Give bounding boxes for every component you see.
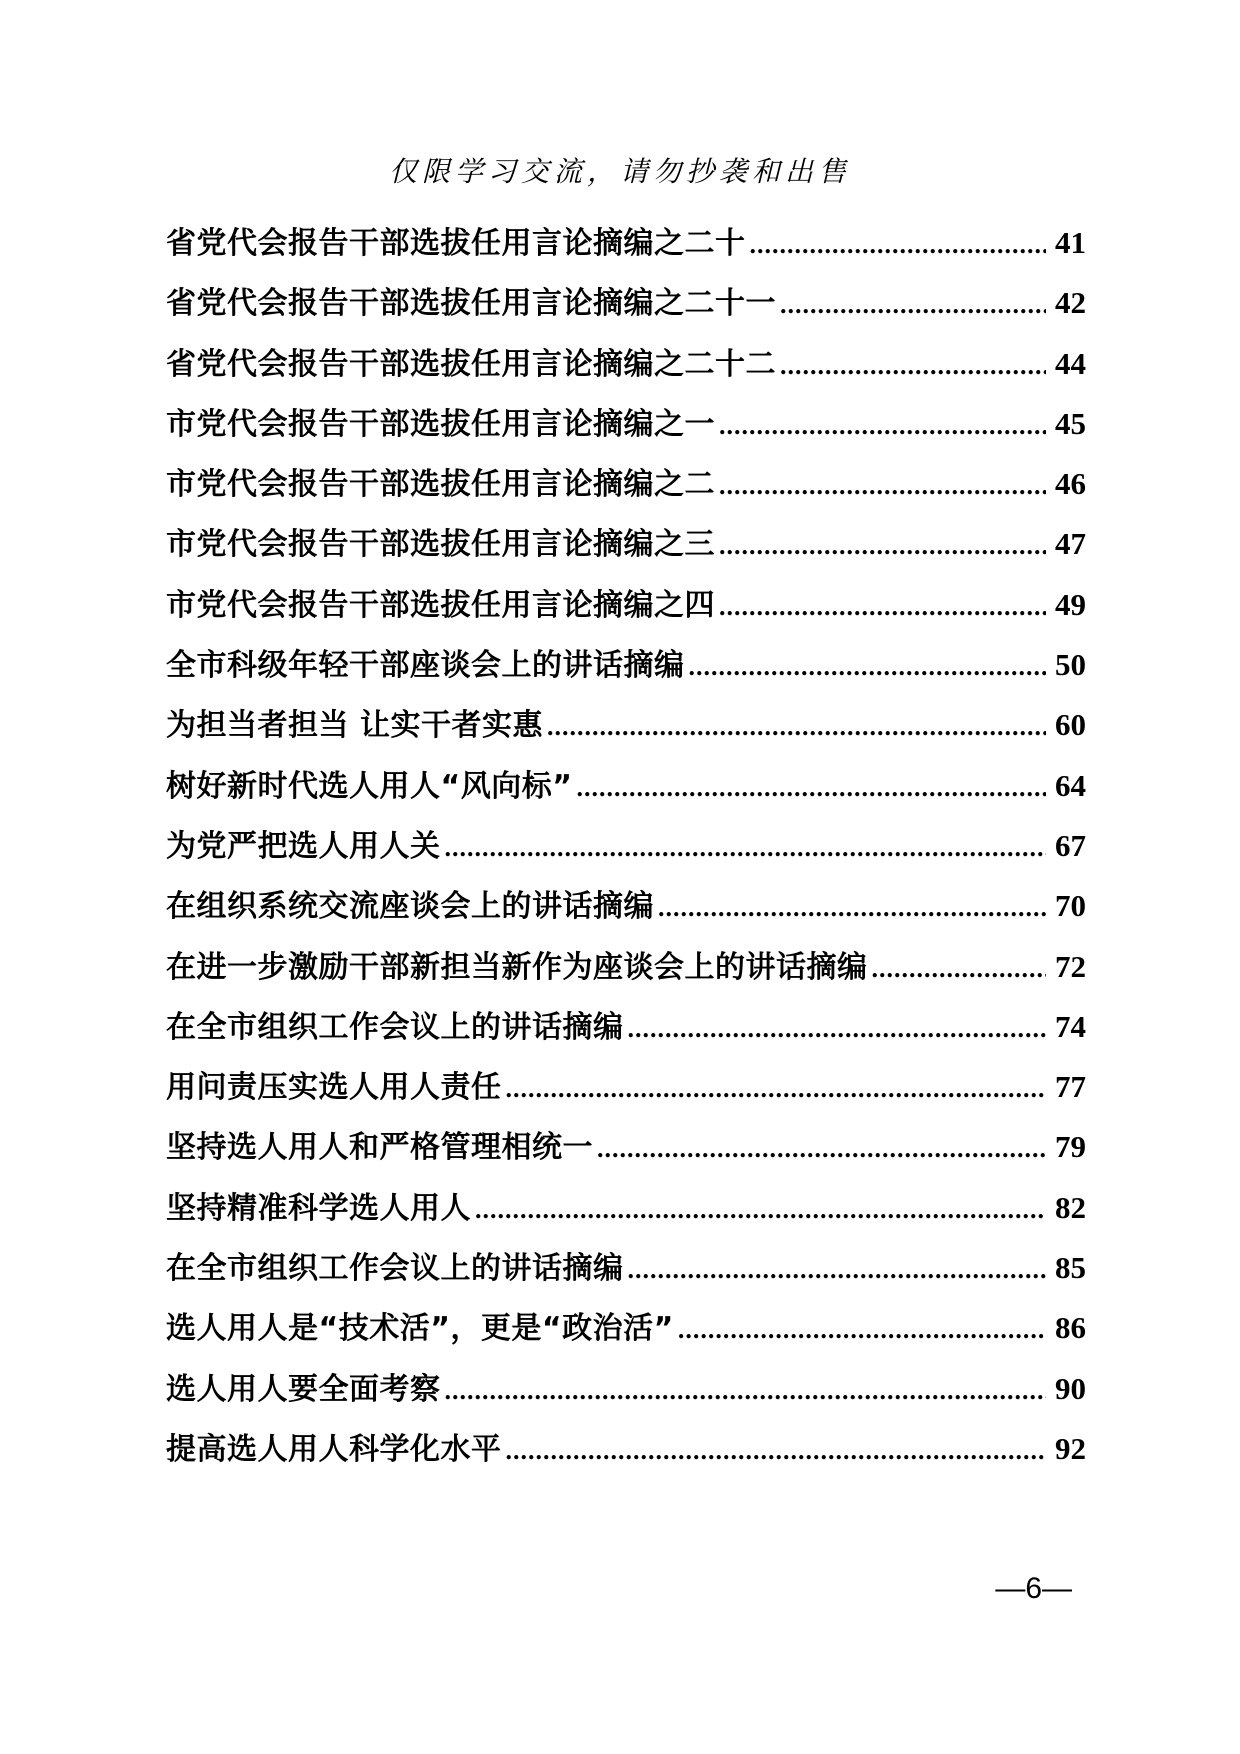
toc-entry-page: 47 (1055, 526, 1086, 562)
toc-entry[interactable] (166, 1002, 1086, 1062)
toc-entry-page: 42 (1055, 285, 1086, 321)
toc-dot-leader (689, 652, 1047, 682)
toc-dot-leader (719, 531, 1046, 561)
toc-entry[interactable] (166, 218, 1086, 278)
toc-entry[interactable] (166, 700, 1086, 760)
toc-entry-page: 82 (1055, 1189, 1086, 1225)
toc-entry-title: 选人用人是“技术活”，更是“政治活” (166, 1311, 674, 1347)
toc-entry[interactable] (166, 580, 1086, 640)
toc-entry-title: 坚持选人用人和严格管理相统一 (166, 1130, 593, 1166)
toc-dot-leader (445, 833, 1047, 863)
toc-dot-leader (780, 290, 1046, 320)
toc-entry-title: 省党代会报告干部选拔任用言论摘编之二十 (166, 226, 746, 261)
toc-entry-page: 49 (1055, 586, 1086, 622)
toc-entry-title: 在组织系统交流座谈会上的讲话摘编 (166, 889, 654, 925)
toc-entry-title: 为党严把选人用人关 (166, 828, 441, 864)
toc-dot-leader (506, 1436, 1047, 1466)
toc-entry-page: 79 (1055, 1129, 1086, 1165)
toc-entry[interactable] (166, 640, 1086, 700)
toc-dot-leader (719, 411, 1046, 441)
toc-entry-title: 为担当者担当 让实干者实惠 (166, 708, 543, 744)
toc-entry-page: 74 (1055, 1008, 1086, 1044)
toc-entry-title: 在全市组织工作会议上的讲话摘编 (166, 1251, 624, 1287)
toc-entry-title: 提高选人用人科学化水平 (166, 1431, 502, 1467)
toc-entry-page: 70 (1055, 888, 1086, 924)
toc-entry-page: 64 (1055, 767, 1086, 803)
toc-entry[interactable] (166, 1122, 1086, 1182)
toc-entry-title: 市党代会报告干部选拔任用言论摘编之二 (166, 467, 715, 503)
toc-entry-page: 41 (1055, 225, 1086, 260)
toc-entry-page: 44 (1055, 345, 1086, 381)
toc-dot-leader (780, 351, 1046, 381)
toc-entry-page: 85 (1055, 1250, 1086, 1286)
toc-entry[interactable] (166, 1243, 1086, 1303)
toc-entry-page: 67 (1055, 827, 1086, 863)
header-notice: 仅限学习交流，请勿抄袭和出售 (388, 155, 851, 188)
toc-dot-leader (678, 1315, 1046, 1345)
toc-entry-title: 用问责压实选人用人责任 (166, 1070, 502, 1106)
toc-entry[interactable] (166, 459, 1086, 519)
toc-entry-page: 77 (1055, 1069, 1086, 1105)
toc-entry[interactable] (166, 399, 1086, 459)
toc-entry-page: 92 (1055, 1430, 1086, 1466)
toc-entry-title: 树好新时代选人用人“风向标” (166, 768, 573, 804)
toc-entry[interactable] (166, 1424, 1086, 1484)
toc-entry[interactable] (166, 1062, 1086, 1122)
toc-dot-leader (872, 954, 1047, 984)
toc-entry-title: 省党代会报告干部选拔任用言论摘编之二十一 (166, 286, 776, 322)
toc-dot-leader (597, 1134, 1046, 1164)
toc-entry-page: 45 (1055, 405, 1086, 441)
toc-entry[interactable] (166, 942, 1086, 1002)
toc-entry-title: 市党代会报告干部选拔任用言论摘编之四 (166, 587, 715, 623)
toc-entry[interactable] (166, 821, 1086, 881)
toc-dot-leader (628, 1255, 1047, 1285)
toc-entry-title: 全市科级年轻干部座谈会上的讲话摘编 (166, 648, 685, 684)
toc-dot-leader (506, 1074, 1047, 1104)
toc-dot-leader (547, 712, 1046, 742)
toc-dot-leader (658, 893, 1046, 923)
toc-dot-leader (750, 230, 1047, 260)
toc-entry[interactable] (166, 519, 1086, 579)
toc-entry-title: 坚持精准科学选人用人 (166, 1190, 471, 1226)
toc-entry-page: 60 (1055, 707, 1086, 743)
toc-entry[interactable] (166, 761, 1086, 821)
toc-entry-page: 46 (1055, 466, 1086, 502)
toc-entry-title: 在进一步激励干部新担当新作为座谈会上的讲话摘编 (166, 949, 868, 985)
toc-entry-title: 省党代会报告干部选拔任用言论摘编之二十二 (166, 346, 776, 382)
toc-dot-leader (576, 773, 1046, 803)
toc-entry-title: 市党代会报告干部选拔任用言论摘编之三 (166, 527, 715, 563)
toc-dot-leader (475, 1195, 1046, 1225)
toc-entry[interactable] (166, 1183, 1086, 1243)
toc-entry-page: 90 (1055, 1370, 1086, 1406)
toc-entry-title: 选人用人要全面考察 (166, 1371, 441, 1407)
toc-dot-leader (628, 1014, 1047, 1044)
toc-entry-title: 市党代会报告干部选拔任用言论摘编之一 (166, 406, 715, 442)
toc-dot-leader (719, 471, 1046, 501)
toc-entry[interactable] (166, 1364, 1086, 1424)
toc-entry-page: 50 (1055, 647, 1086, 683)
table-of-contents (166, 218, 1086, 1484)
toc-entry[interactable] (166, 278, 1086, 338)
toc-entry[interactable] (166, 881, 1086, 941)
page-number: —6— (995, 1572, 1072, 1605)
toc-dot-leader (719, 592, 1046, 622)
toc-entry-page: 86 (1055, 1310, 1086, 1346)
toc-entry[interactable] (166, 339, 1086, 399)
toc-entry-title: 在全市组织工作会议上的讲话摘编 (166, 1009, 624, 1045)
toc-entry[interactable] (166, 1303, 1086, 1363)
toc-dot-leader (445, 1376, 1047, 1406)
toc-entry-page: 72 (1055, 948, 1086, 984)
